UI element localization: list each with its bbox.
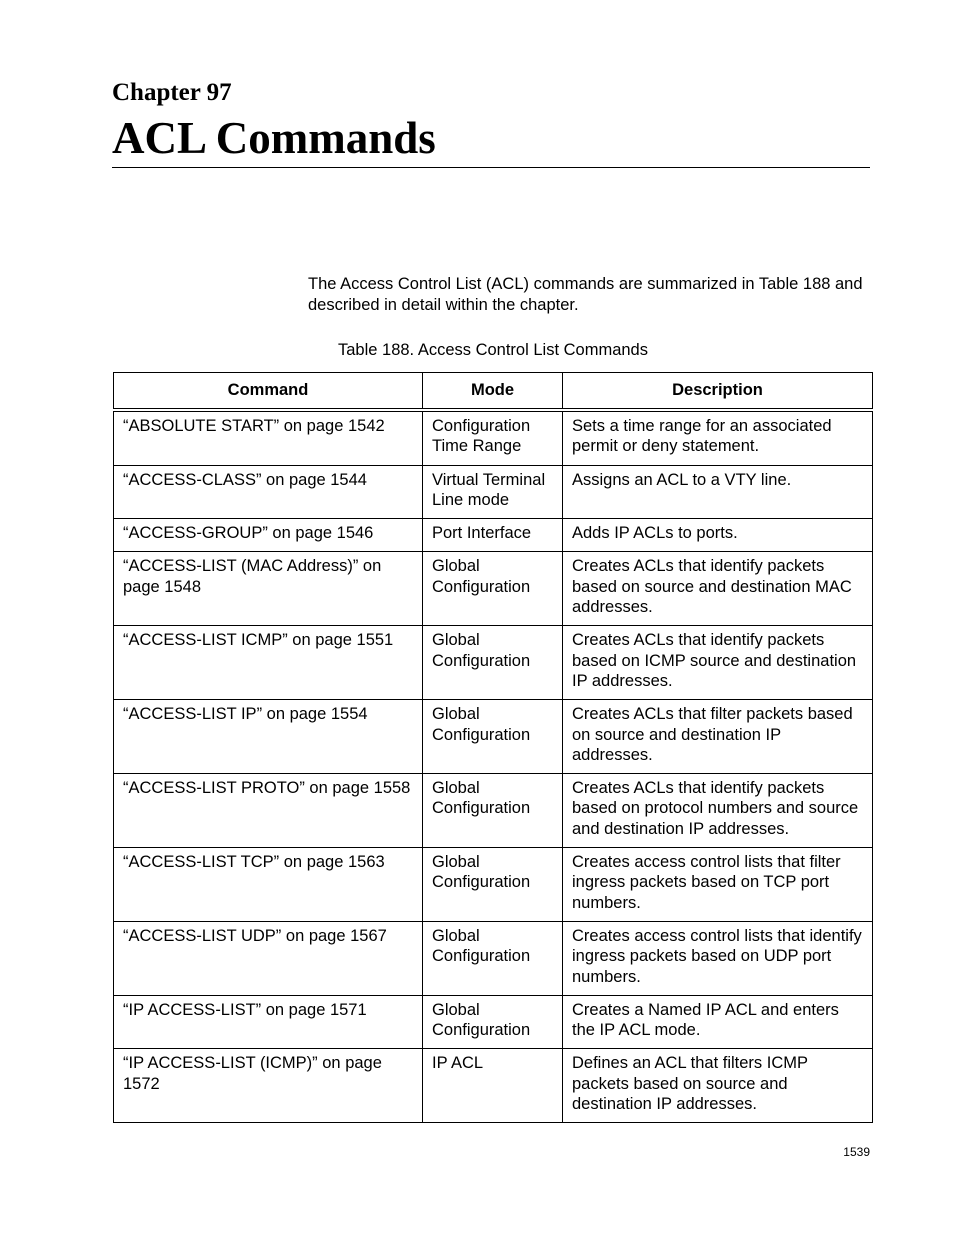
mode-cell: Global Configuration (423, 700, 563, 774)
description-cell: Creates ACLs that filter packets based on source and destination IP addresses. (563, 700, 873, 774)
mode-cell: Global Configuration (423, 921, 563, 995)
description-cell: Defines an ACL that filters ICMP packets based on source and destination IP addresses. (563, 1049, 873, 1123)
table-row (114, 995, 873, 1049)
command-cell[interactable]: “ACCESS-LIST PROTO” on page 1558 (114, 774, 423, 848)
command-cell[interactable]: “ACCESS-LIST (MAC Address)” on page 1548 (114, 552, 423, 626)
table-header-row (114, 373, 873, 411)
description-cell: Creates ACLs that identify packets based on protocol numbers and source and destination IP addresses. (563, 774, 873, 848)
mode-cell: Configuration Time Range (423, 410, 563, 465)
mode-cell: Port Interface (423, 519, 563, 552)
mode-cell: Global Configuration (423, 552, 563, 626)
command-cell[interactable]: “ACCESS-LIST TCP” on page 1563 (114, 848, 423, 922)
description-cell: Creates ACLs that identify packets based on ICMP source and destination IP addresses. (563, 626, 873, 700)
table-caption-text: Table 188. Access Control List Commands (338, 341, 648, 359)
table-row (114, 410, 873, 465)
table-row (114, 626, 873, 700)
description-cell: Sets a time range for an associated permit or deny statement. (563, 410, 873, 465)
command-cell[interactable]: “ACCESS-LIST IP” on page 1554 (114, 700, 423, 774)
description-cell: Creates a Named IP ACL and enters the IP ACL mode. (563, 995, 873, 1049)
table-row (114, 848, 873, 922)
command-cell[interactable]: “ACCESS-CLASS” on page 1544 (114, 465, 423, 519)
column-header-command: Command (114, 373, 423, 411)
table-row (114, 1049, 873, 1123)
column-header-description: Description (563, 373, 873, 411)
mode-cell: Virtual Terminal Line mode (423, 465, 563, 519)
mode-cell: Global Configuration (423, 848, 563, 922)
command-cell[interactable]: “IP ACCESS-LIST (ICMP)” on page 1572 (114, 1049, 423, 1123)
description-cell: Adds IP ACLs to ports. (563, 519, 873, 552)
table-row (114, 519, 873, 552)
command-cell[interactable]: “IP ACCESS-LIST” on page 1571 (114, 995, 423, 1049)
acl-commands-table (113, 372, 873, 1123)
mode-cell: Global Configuration (423, 626, 563, 700)
description-cell: Assigns an ACL to a VTY line. (563, 465, 873, 519)
column-header-mode: Mode (423, 373, 563, 411)
table-row (114, 465, 873, 519)
chapter-label: Chapter 97 (112, 79, 232, 106)
intro-paragraph: The Access Control List (ACL) commands are summarized in Table 188 and described in detail within the chapter. (308, 275, 863, 314)
command-cell[interactable]: “ABSOLUTE START” on page 1542 (114, 410, 423, 465)
description-cell: Creates access control lists that identify ingress packets based on UDP port numbers. (563, 921, 873, 995)
page-number: 1539 (843, 1145, 870, 1159)
command-cell[interactable]: “ACCESS-LIST UDP” on page 1567 (114, 921, 423, 995)
mode-cell: Global Configuration (423, 995, 563, 1049)
table-row (114, 700, 873, 774)
chapter-title: ACL Commands (112, 113, 436, 163)
command-cell[interactable]: “ACCESS-LIST ICMP” on page 1551 (114, 626, 423, 700)
description-cell: Creates ACLs that identify packets based on source and destination MAC addresses. (563, 552, 873, 626)
title-divider (112, 167, 870, 168)
mode-cell: IP ACL (423, 1049, 563, 1123)
table-caption (112, 340, 870, 361)
description-cell: Creates access control lists that filter ingress packets based on TCP port numbers. (563, 848, 873, 922)
mode-cell: Global Configuration (423, 774, 563, 848)
table-row (114, 552, 873, 626)
table-row (114, 774, 873, 848)
table-row (114, 921, 873, 995)
command-cell[interactable]: “ACCESS-GROUP” on page 1546 (114, 519, 423, 552)
